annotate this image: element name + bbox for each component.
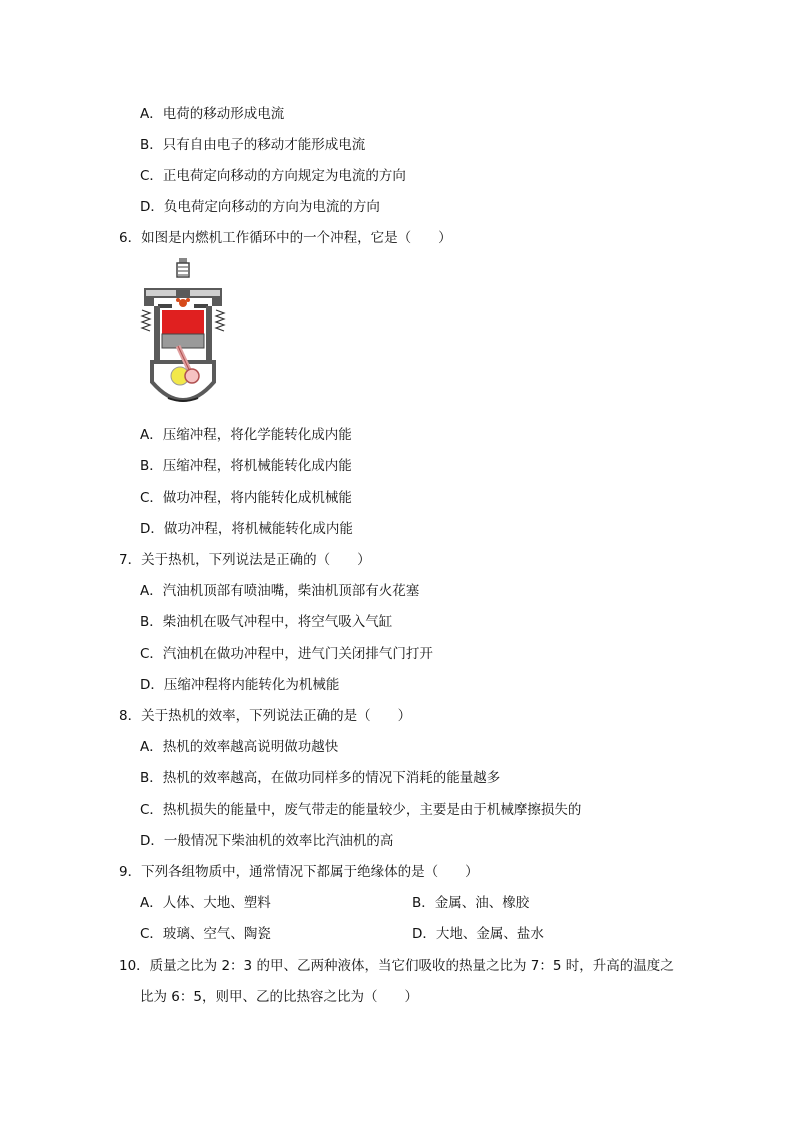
q7-option-d: D．压缩冲程将内能转化为机械能	[140, 677, 340, 693]
q9-option-c: C．玻璃、空气、陶瓷	[140, 926, 271, 942]
q8-option-c: C．热机损失的能量中，废气带走的能量较少，主要是由于机械摩擦损失的	[140, 802, 582, 818]
q7-stem: 7．关于热机，下列说法是正确的（ ）	[119, 552, 371, 568]
q10-stem-line2: 比为 6：5，则甲、乙的比热容之比为（ ）	[140, 989, 418, 1005]
q5-option-b: B．只有自由电子的移动才能形成电流	[140, 137, 366, 153]
q6-stem: 6．如图是内燃机工作循环中的一个冲程，它是（ ）	[119, 230, 452, 246]
q9-option-a: A．人体、大地、塑料	[140, 895, 271, 911]
q5-option-c: C．正电荷定向移动的方向规定为电流的方向	[140, 168, 406, 184]
q9-option-b: B．金属、油、橡胶	[412, 895, 530, 911]
q8-stem: 8．关于热机的效率，下列说法正确的是（ ）	[119, 708, 412, 724]
q6-option-a: A．压缩冲程，将化学能转化成内能	[140, 427, 352, 443]
q6-option-c: C．做功冲程，将内能转化成机械能	[140, 490, 352, 506]
engine-cylinder-diagram-icon	[138, 258, 228, 414]
q6-option-d: D．做功冲程，将机械能转化成内能	[140, 521, 353, 537]
q7-option-b: B．柴油机在吸气冲程中，将空气吸入气缸	[140, 614, 393, 630]
q5-option-a: A．电荷的移动形成电流	[140, 106, 285, 122]
spark-icon	[179, 299, 187, 307]
q6-option-b: B．压缩冲程，将机械能转化成内能	[140, 458, 352, 474]
q7-option-c: C．汽油机在做功冲程中，进气门关闭排气门打开	[140, 646, 433, 662]
q8-option-b: B．热机的效率越高，在做功同样多的情况下消耗的能量越多	[140, 770, 501, 786]
q5-option-d: D．负电荷定向移动的方向为电流的方向	[140, 199, 380, 215]
piston-icon	[162, 334, 204, 348]
q7-option-a: A．汽油机顶部有喷油嘴，柴油机顶部有火花塞	[140, 583, 420, 599]
combustion-gas-icon	[162, 310, 204, 334]
q8-option-a: A．热机的效率越高说明做功越快	[140, 739, 339, 755]
q8-option-d: D．一般情况下柴油机的效率比汽油机的高	[140, 833, 394, 849]
q9-option-d: D．大地、金属、盐水	[412, 926, 544, 942]
q9-stem: 9．下列各组物质中，通常情况下都属于绝缘体的是（ ）	[119, 864, 479, 880]
q10-stem-line1: 10．质量之比为 2：3 的甲、乙两种液体，当它们吸收的热量之比为 7：5 时，升高的温度之	[119, 958, 674, 974]
